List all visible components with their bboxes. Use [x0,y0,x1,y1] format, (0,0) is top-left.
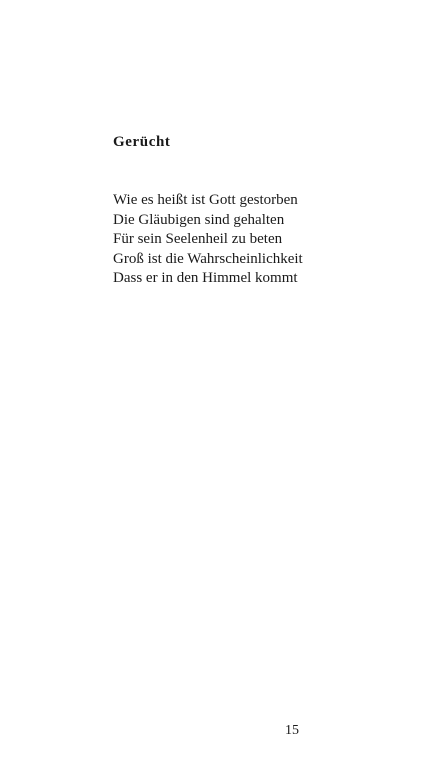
poem-line: Für sein Seelenheil zu beten [113,231,283,247]
poem-line: Groß ist die Wahrscheinlichkeit [113,250,303,267]
poem-line: Dass er in den Himmel kommt [113,270,298,286]
poem-line: Die Gläubigen sind gehalten [113,211,285,228]
poem-title: Gerücht [113,134,171,150]
poem-line: Wie es heißt ist Gott gestorben [113,192,298,208]
poem-body [113,191,303,289]
page-number: 15 [285,723,299,738]
